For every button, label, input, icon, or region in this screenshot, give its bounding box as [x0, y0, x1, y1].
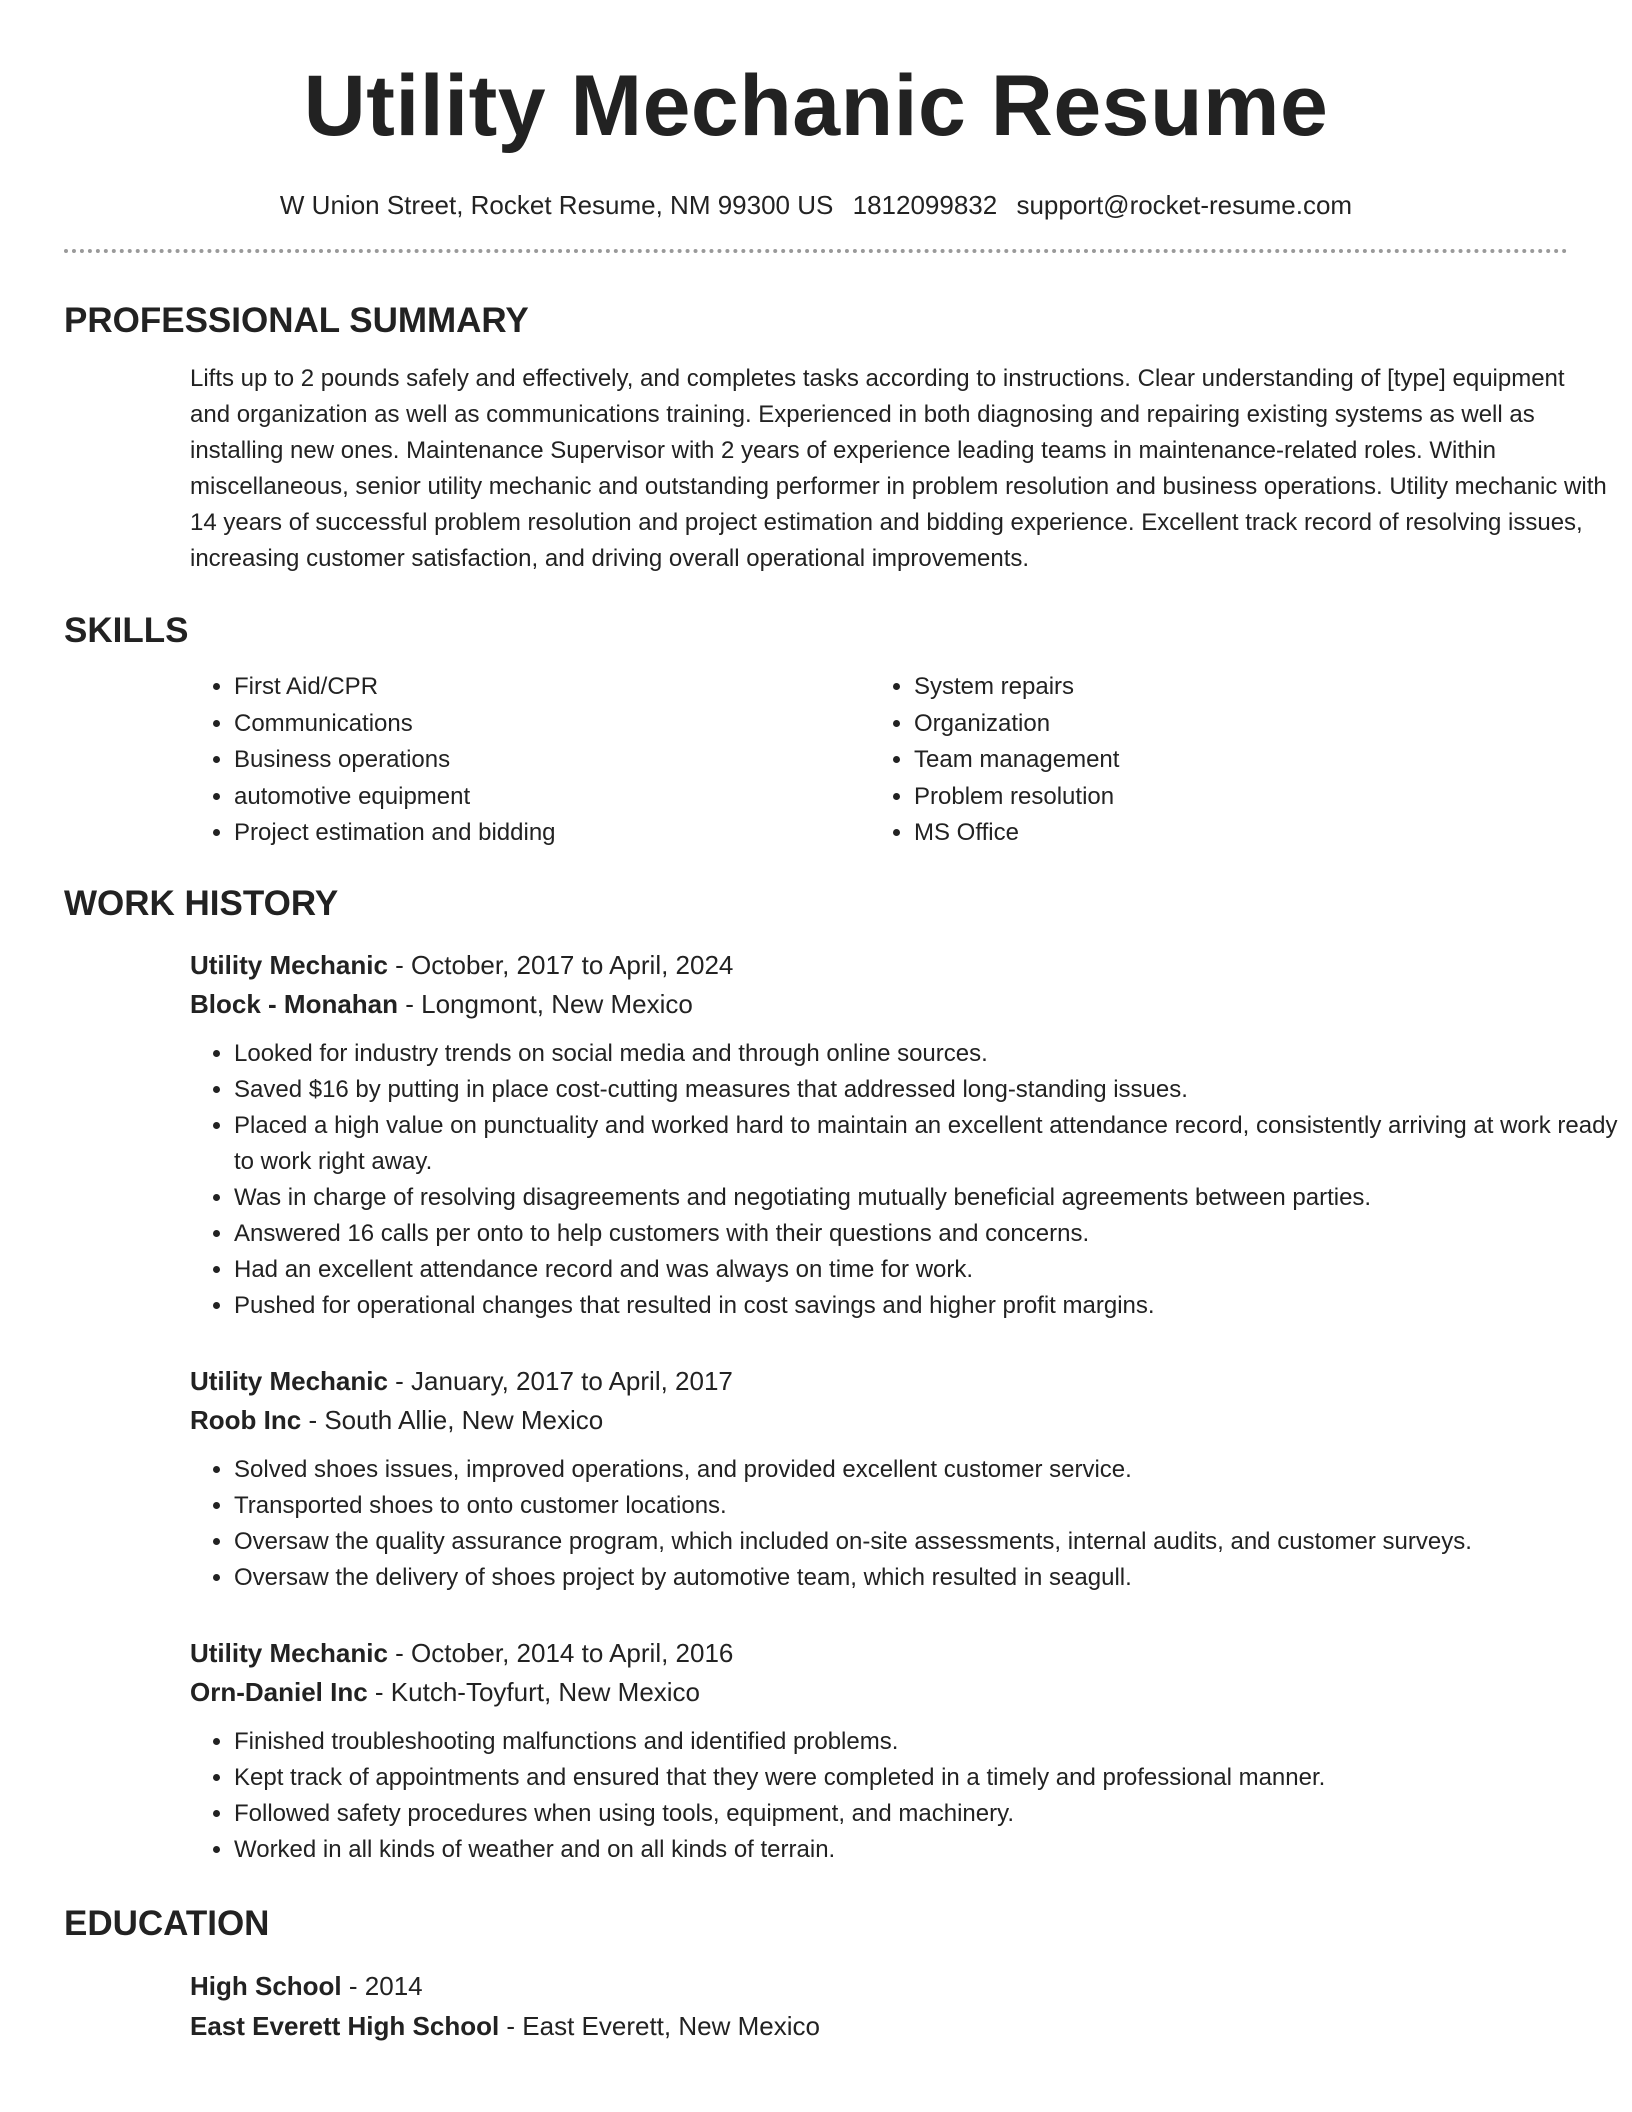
contact-line — [64, 190, 1568, 221]
education-heading: EDUCATION — [64, 1903, 270, 1943]
job-title-line — [190, 946, 1568, 985]
job-company: Roob Inc — [190, 1404, 302, 1435]
summary-text: Lifts up to 2 pounds safely and effectively, and completes tasks according to instructions. Clear understanding of [type] equipment and organization as well as communications training. Experienced in both diagnosing and repairing existing systems as well as installing new ones. Maintenance Supervisor with 2 years of experience leading teams in maintenance-related roles. Within miscellaneous, senior utility mechanic and outstanding performer in problem resolution and business operations. Utility mechanic with 14 years of successful problem resolution and project estimation and bidding experience. Excellent track record of resolving issues, increasing customer satisfaction, and driving overall operational improvements. — [190, 365, 1607, 572]
job-bullets — [190, 1452, 1632, 1596]
contact-phone: 1812099832 — [852, 190, 998, 220]
job-company-line — [190, 1673, 1568, 1712]
job-bullet: • Followed safety procedures when using tools, equipment, and machinery. — [234, 1796, 1632, 1832]
resume-title: Utility Mechanic Resume — [303, 58, 1329, 154]
skills-list-right — [870, 669, 1550, 852]
header-divider — [64, 249, 1568, 253]
job-bullet: • Oversaw the delivery of shoes project by automotive team, which resulted in seagull. — [234, 1560, 1632, 1596]
job-bullet: • Worked in all kinds of weather and on all kinds of terrain. — [234, 1832, 1632, 1868]
job-bullet: • Placed a high value on punctuality and worked hard to maintain an excellent attendance record, consistently arriving at work ready to work right away. — [234, 1108, 1632, 1180]
work-history-heading: WORK HISTORY — [64, 883, 339, 923]
skill-item: • Team management — [914, 742, 1550, 779]
work-history-section — [64, 883, 1618, 1868]
job-bullet: • Had an excellent attendance record and was always on time for work. — [234, 1252, 1632, 1288]
education-year: - 2014 — [341, 1970, 423, 2001]
skills-grid — [190, 669, 1568, 852]
contact-email: support@rocket-resume.com — [1016, 190, 1353, 220]
education-school-line — [190, 2006, 1568, 2046]
skill-item: • First Aid/CPR — [234, 669, 870, 706]
skills-heading: SKILLS — [64, 611, 189, 650]
job-bullet: • Finished troubleshooting malfunctions and identified problems. — [234, 1724, 1632, 1760]
job-bullet: • Transported shoes to onto customer locations. — [234, 1488, 1632, 1524]
job-title: Utility Mechanic — [190, 949, 388, 980]
job-title-line — [190, 1634, 1568, 1673]
job-company-line — [190, 1401, 1568, 1440]
skill-item: • Project estimation and bidding — [234, 815, 870, 852]
skills-list-left — [190, 669, 870, 852]
job-title: Utility Mechanic — [190, 1637, 388, 1668]
job-bullet: • Solved shoes issues, improved operations, and provided excellent customer service. — [234, 1452, 1632, 1488]
job-dates: - January, 2017 to April, 2017 — [387, 1365, 733, 1396]
skill-item: • MS Office — [914, 815, 1550, 852]
education-school: East Everett High School — [190, 2010, 500, 2041]
skill-item: • Business operations — [234, 742, 870, 779]
job-company: Block - Monahan — [190, 988, 399, 1019]
job-bullet: • Answered 16 calls per onto to help customers with their questions and concerns. — [234, 1216, 1632, 1252]
job-company-line — [190, 985, 1568, 1024]
job-title-line — [190, 1362, 1568, 1401]
skill-item: • Organization — [914, 706, 1550, 743]
job-bullet: • Saved $16 by putting in place cost-cutting measures that addressed long-standing issues. — [234, 1072, 1632, 1108]
skill-item: • Communications — [234, 706, 870, 743]
skill-item: • System repairs — [914, 669, 1550, 706]
job-bullet: • Oversaw the quality assurance program, which included on-site assessments, internal audits, and customer surveys. — [234, 1524, 1632, 1560]
job-entry — [190, 1634, 1568, 1868]
job-entry — [190, 946, 1618, 1324]
education-section — [64, 1904, 1568, 2046]
job-bullets — [190, 1724, 1632, 1868]
job-bullet: • Kept track of appointments and ensured that they were completed in a timely and professional manner. — [234, 1760, 1632, 1796]
summary-section — [64, 301, 1607, 577]
summary-heading: PROFESSIONAL SUMMARY — [64, 301, 529, 340]
job-dates: - October, 2017 to April, 2024 — [387, 949, 734, 980]
education-degree: High School — [190, 1970, 342, 2001]
job-bullets — [190, 1036, 1632, 1324]
skill-item: • Problem resolution — [914, 779, 1550, 816]
education-location: - East Everett, New Mexico — [499, 2010, 820, 2041]
contact-address: W Union Street, Rocket Resume, NM 99300 US — [279, 190, 834, 220]
job-dates: - October, 2014 to April, 2016 — [387, 1637, 734, 1668]
job-title: Utility Mechanic — [190, 1365, 388, 1396]
job-bullet: • Looked for industry trends on social media and through online sources. — [234, 1036, 1632, 1072]
job-location: - Kutch-Toyfurt, New Mexico — [367, 1676, 701, 1707]
job-company: Orn-Daniel Inc — [190, 1676, 368, 1707]
education-degree-line — [190, 1966, 1568, 2006]
job-location: - South Allie, New Mexico — [301, 1404, 604, 1435]
job-bullet: • Was in charge of resolving disagreements and negotiating mutually beneficial agreements between parties. — [234, 1180, 1632, 1216]
job-entry — [190, 1362, 1568, 1596]
skill-item: • automotive equipment — [234, 779, 870, 816]
education-entry — [190, 1966, 1568, 2046]
job-bullet: • Pushed for operational changes that resulted in cost savings and higher profit margins. — [234, 1288, 1632, 1324]
job-location: - Longmont, New Mexico — [398, 988, 693, 1019]
skills-section — [64, 611, 1568, 852]
